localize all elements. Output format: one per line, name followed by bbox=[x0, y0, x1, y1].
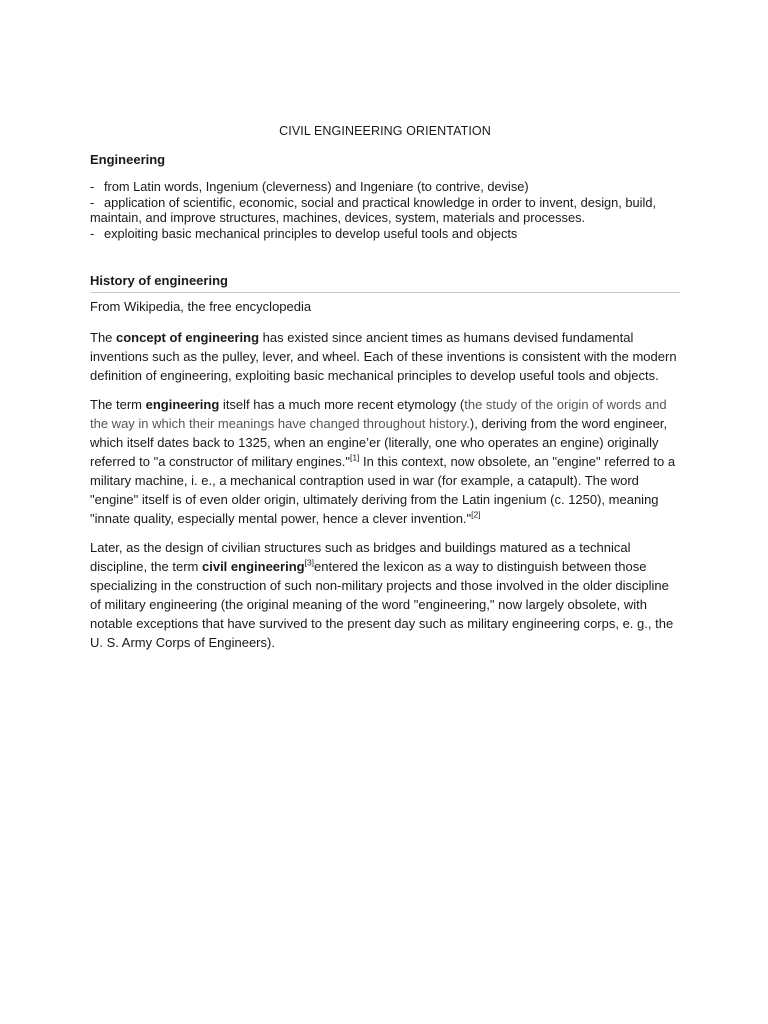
definition-gloss: the study of the origin of words and the way in which their meanings have changed throughout history. bbox=[90, 397, 667, 431]
citation-ref: [2] bbox=[471, 509, 481, 520]
bullet-dash: - bbox=[90, 194, 95, 210]
engineering-heading: Engineering bbox=[90, 152, 166, 167]
list-item bbox=[90, 195, 680, 226]
text-run: Later, as the design of civilian structures such as bridges and buildings matured as a technical discipline, the term bbox=[90, 540, 631, 574]
paragraph-concept bbox=[90, 328, 680, 385]
paragraph-civil bbox=[90, 538, 680, 652]
bullet-dash: - bbox=[90, 179, 95, 194]
bold-term: civil engineering bbox=[202, 559, 305, 574]
text-run: In this context, now obsolete, an "engine" referred to a military machine, i. e., a mechanical contraption used in war (for example, a catapult). The word "engine" itself is of even older origin, ultimately deriving from the Latin ingenium (c. 1250), meaning "innate quality, especially mental power, hence a clever invention." bbox=[90, 454, 676, 526]
list-item-text: from Latin words, Ingenium (cleverness) and Ingeniare (to contrive, devise) bbox=[104, 179, 529, 194]
document-body bbox=[90, 124, 680, 662]
paragraph-etymology bbox=[90, 395, 680, 528]
list-item bbox=[90, 226, 680, 242]
bold-term: engineering bbox=[145, 397, 220, 412]
text-run: entered the lexicon as a way to distinguish between those specializing in the construction of such non-military projects and those involved in the older discipline of military engineering (the original meaning of the word "engineering," now largely obsolete, with notable exceptions that have survived to the present day such as military engineering corps, e. g., the U. S. Army Corps of Engineers). bbox=[90, 559, 674, 650]
history-heading: History of engineering bbox=[90, 273, 680, 293]
text-run: has existed since ancient times as humans devised fundamental inventions such as the pulley, lever, and wheel. Each of these inventions is consistent with the modern definition of engineering, exploiting basic mechanical principles to develop useful tools and objects. bbox=[90, 330, 677, 383]
list-item-text: application of scientific, economic, social and practical knowledge in order to invent, design, build, maintain, and improve structures, machines, devices, system, materials and processes. bbox=[90, 194, 656, 225]
bold-term: concept of engineering bbox=[116, 330, 260, 345]
text-run: The bbox=[90, 330, 117, 345]
text-run: The term bbox=[90, 397, 146, 412]
source-line: From Wikipedia, the free encyclopedia bbox=[90, 299, 312, 314]
bullet-dash: - bbox=[90, 225, 95, 241]
citation-ref: [3] bbox=[304, 557, 315, 568]
list-item-text: exploiting basic mechanical principles to develop useful tools and objects bbox=[104, 225, 518, 241]
document-title: CIVIL ENGINEERING ORIENTATION bbox=[279, 124, 491, 138]
definition-list bbox=[90, 179, 680, 241]
citation-ref: [1] bbox=[349, 452, 360, 463]
text-run: itself has a much more recent etymology ( bbox=[219, 397, 465, 412]
list-item bbox=[90, 179, 680, 195]
text-run: ), deriving from the word engineer, which itself dates back to 1325, when an engine’er (literally, one who operates an engine) originally referred to "a constructor of military engines." bbox=[90, 416, 668, 469]
